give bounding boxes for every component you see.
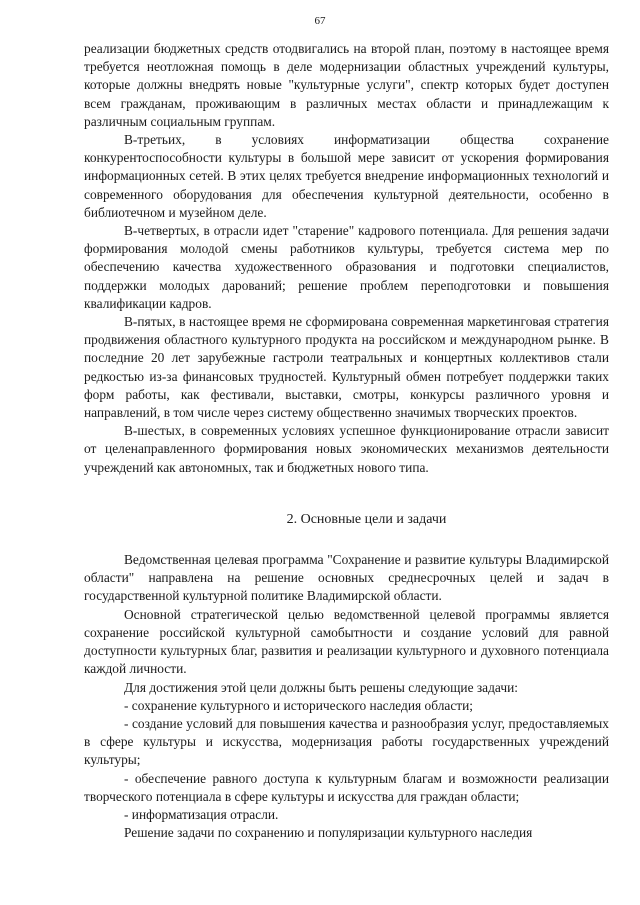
paragraph: В-четвертых, в отрасли идет "старение" кадрового потенциала. Для решения задачи формирования молодой смены работников культуры, требуется система мер по обеспечению качества художественного образования и подготовки специалистов, поддержки молодых дарований; решение проблем переподготовки и повышения квалификации кадров.: [84, 223, 609, 311]
paragraph: В-шестых, в современных условиях успешное функционирование отрасли зависит от целенаправленного формирования новых экономических механизмов деятельности учреждений как автономных, так и бюджетных нового типа.: [84, 423, 609, 475]
paragraph: В-пятых, в настоящее время не сформирована современная маркетинговая стратегия продвижения областного культурного продукта на российском и международном рынке. В последние 20 лет зарубежные гастроли театральных и концертных коллективов стали редкостью из-за финансовых трудностей. Культурный обмен потребует поддержки таких форм работы, как фестивали, выставки, смотры, конкурсы различного уровня и направлений, в том числе через систему общественно значимых творческих проектов.: [84, 314, 609, 421]
page-number: 67: [314, 15, 326, 27]
section-title: 2. Основные цели и задачи: [286, 511, 447, 527]
paragraph: Ведомственная целевая программа "Сохранение и развитие культуры Владимирской области" направлена на решение основных среднесрочных целей и задач в государственной культурной политике Владимирской области.: [84, 552, 609, 604]
paragraph: Для достижения этой цели должны быть решены следующие задачи:: [124, 679, 518, 695]
paragraph: Решение задачи по сохранению и популяризации культурного наследия: [124, 825, 533, 841]
task-list-item: - информатизация отрасли.: [124, 806, 279, 822]
task-list-item: - создание условий для повышения качества и разнообразия услуг, предоставляемых в сфере культуры и искусства, модернизация работы государственных учреждений культуры;: [84, 715, 609, 768]
paragraph: В-третьих, в условиях информатизации общества сохранение конкурентоспособности культуры в большой мере зависит от ускорения формирования информационных сетей. В этих целях требуется внедрение информационных технологий и современного оборудования для обеспечения культурной деятельности, особенно в библиотечном и музейном деле.: [84, 132, 609, 220]
paragraph: Основной стратегической целью ведомственной целевой программы является сохранение российской культурной самобытности и создание условий для равной доступности культурных благ, развития и реализации культурного и духовного потенциала каждой личности.: [84, 606, 609, 677]
document-body: [84, 40, 609, 842]
task-list-item: - сохранение культурного и исторического наследия области;: [124, 697, 474, 713]
paragraph: реализации бюджетных средств отодвигались на второй план, поэтому в настоящее время требуется неотложная помощь в деле модернизации областных учреждений культуры, которые должны внедрять новые "культурные услуги", спектр которых будет доступен всем гражданам, проживающим в различных местах области и принадлежащим к различным социальным группам.: [84, 41, 609, 129]
task-list-item: - обеспечение равного доступа к культурным благам и возможности реализации творческого потенциала в сфере культуры и искусства для граждан области;: [84, 770, 609, 804]
